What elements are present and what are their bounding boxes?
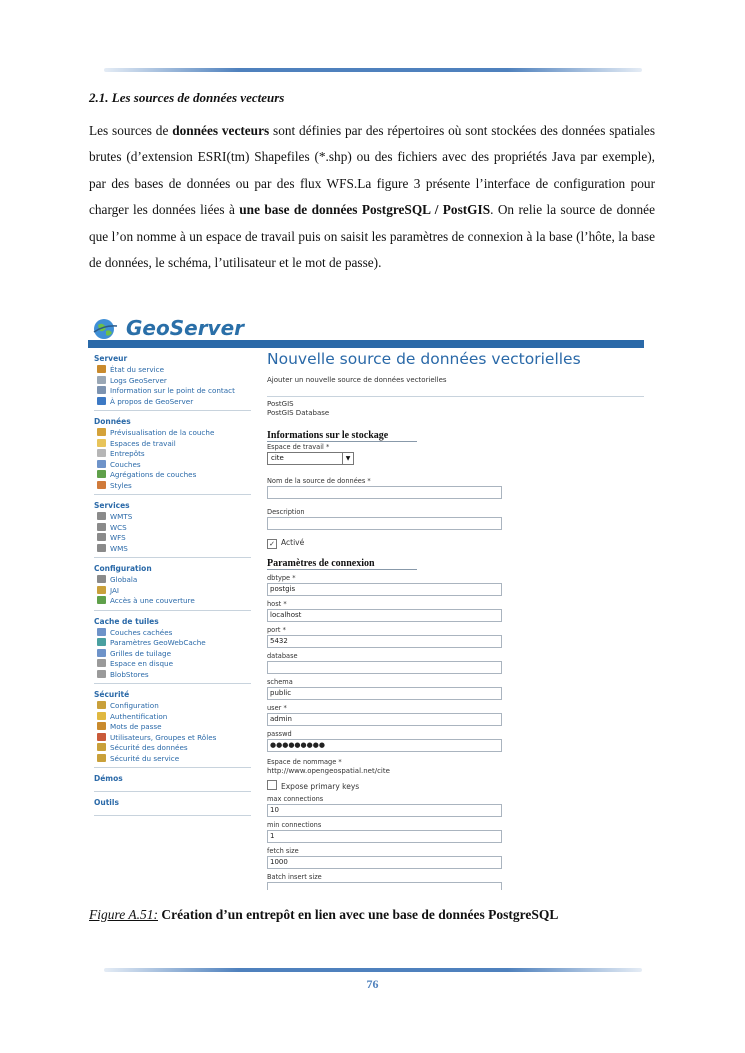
- sidebar-item[interactable]: [94, 397, 251, 408]
- enabled-label: Activé: [281, 538, 305, 547]
- storage-header: Informations sur le stockage: [267, 430, 417, 442]
- menu-item-icon: [97, 439, 106, 447]
- sidebar-item[interactable]: [94, 523, 251, 534]
- paragraph-run: Les sources de: [89, 123, 173, 138]
- sidebar-section-title[interactable]: Démos: [94, 774, 123, 783]
- sidebar-item[interactable]: [94, 470, 251, 481]
- field-input[interactable]: 5432: [267, 635, 502, 648]
- field-input[interactable]: 1: [267, 830, 502, 843]
- description-label: Description: [267, 508, 305, 516]
- sidebar-item-label: Accès à une couverture: [110, 596, 195, 605]
- figure-caption: [89, 907, 558, 923]
- sidebar-item[interactable]: [94, 659, 251, 670]
- sidebar-section: [94, 411, 251, 495]
- pool-fields: [261, 795, 644, 890]
- sidebar-item-label: À propos de GeoServer: [110, 396, 194, 406]
- sidebar-item[interactable]: [94, 365, 251, 376]
- sidebar-item[interactable]: [94, 743, 251, 754]
- menu-item-icon: [97, 397, 106, 405]
- sidebar-item-label: BlobStores: [110, 669, 149, 679]
- sidebar-section-title[interactable]: Serveur: [94, 354, 128, 363]
- menu-item-icon: [97, 586, 106, 594]
- sidebar-item[interactable]: [94, 449, 251, 460]
- field-input[interactable]: 10: [267, 804, 502, 817]
- menu-item-icon: [97, 523, 106, 531]
- sidebar-section: [94, 684, 251, 768]
- menu-item-icon: [97, 512, 106, 520]
- menu-item-icon: [97, 743, 106, 751]
- field-input[interactable]: postgis: [267, 583, 502, 596]
- sidebar-item[interactable]: [94, 628, 251, 639]
- sidebar-item[interactable]: [94, 596, 251, 607]
- sidebar-item-label: WFS: [110, 533, 126, 542]
- field-label: port *: [267, 626, 286, 634]
- sidebar-item-label: Globala: [110, 575, 138, 584]
- description-input[interactable]: [267, 517, 502, 530]
- field-label: min connections: [267, 821, 322, 829]
- sidebar-section: [94, 768, 251, 792]
- store-type-desc: PostGIS Database: [267, 409, 330, 417]
- sidebar-item[interactable]: [94, 754, 251, 765]
- sidebar-item-label: Sécurité du service: [110, 753, 180, 763]
- sidebar-section-title[interactable]: Configuration: [94, 564, 152, 573]
- connection-fields: [261, 574, 644, 752]
- sidebar-section-title[interactable]: Données: [94, 417, 131, 426]
- sidebar-item-label: Grilles de tuilage: [110, 648, 171, 658]
- sidebar-section: [94, 611, 251, 685]
- workspace-select[interactable]: [267, 452, 354, 465]
- sidebar-section-title[interactable]: Services: [94, 501, 130, 510]
- field-input[interactable]: [267, 661, 502, 674]
- paragraph-run: une base de données PostgreSQL / PostGIS: [239, 202, 491, 218]
- sidebar-section-title[interactable]: Sécurité: [94, 690, 130, 699]
- field-label: host *: [267, 600, 287, 608]
- store-type: PostGIS: [267, 400, 294, 408]
- checkbox-checked-icon[interactable]: ✓: [267, 539, 277, 549]
- sidebar-item-label: Authentification: [110, 711, 168, 721]
- sidebar-item-label: Logs GeoServer: [110, 375, 167, 385]
- page-number: 76: [366, 977, 379, 991]
- sidebar-item-label: WCS: [110, 522, 127, 532]
- body-paragraph: [89, 118, 655, 276]
- field-label: fetch size: [267, 847, 299, 855]
- sidebar-item[interactable]: [94, 386, 251, 397]
- menu-item-icon: [97, 449, 106, 457]
- menu-item-icon: [97, 628, 106, 636]
- sidebar-item-label: Espace en disque: [110, 659, 174, 668]
- menu-item-icon: [97, 376, 106, 384]
- namespace-label: Espace de nommage *: [267, 758, 342, 766]
- caption-label: Figure A.51:: [89, 907, 158, 922]
- sidebar-item-label: Information sur le point de contact: [110, 386, 235, 395]
- menu-item-icon: [97, 544, 106, 552]
- geoserver-screenshot: [88, 314, 644, 890]
- name-input[interactable]: [267, 486, 502, 499]
- section-heading: 2.1. Les sources de données vecteurs: [89, 90, 285, 105]
- sidebar-item-label: Mots de passe: [110, 722, 162, 731]
- menu-item-icon: [97, 481, 106, 489]
- menu-item-icon: [97, 638, 106, 646]
- sidebar-item-label: JAI: [110, 585, 120, 595]
- expose-pk-checkbox[interactable]: [267, 780, 644, 791]
- sidebar-section: [94, 348, 251, 411]
- sidebar-item[interactable]: [94, 670, 251, 681]
- sidebar-item[interactable]: [94, 649, 251, 660]
- page-title: Nouvelle source de données vectorielles: [267, 350, 581, 368]
- logo-text: GeoServer: [126, 316, 245, 340]
- sidebar-item-label: Agrégations de couches: [110, 470, 197, 479]
- sidebar-section: [94, 792, 251, 816]
- sidebar-section: [94, 495, 251, 558]
- globe-icon: [92, 317, 118, 341]
- menu-item-icon: [97, 575, 106, 583]
- sidebar-item[interactable]: [94, 376, 251, 387]
- sidebar-item-label: WMTS: [110, 512, 133, 521]
- field-input[interactable]: ●●●●●●●●●: [267, 739, 502, 752]
- name-label: Nom de la source de données *: [267, 477, 371, 485]
- sidebar-item-label: État du service: [110, 365, 165, 374]
- menu-item-icon: [97, 701, 106, 709]
- expose-pk-label: Expose primary keys: [281, 782, 360, 791]
- sidebar-item-label: WMS: [110, 543, 128, 553]
- field-label: passwd: [267, 730, 292, 738]
- sidebar-item-label: Espaces de travail: [110, 438, 176, 448]
- sidebar-item-label: Sécurité des données: [110, 743, 188, 752]
- field-label: schema: [267, 678, 293, 686]
- enabled-checkbox[interactable]: [267, 538, 644, 549]
- workspace-label: Espace de travail *: [267, 443, 330, 451]
- field-input[interactable]: localhost: [267, 609, 502, 622]
- menu-item-icon: [97, 733, 106, 741]
- namespace-value: http://www.opengeospatial.net/cite: [267, 767, 390, 775]
- sidebar-item-label: Styles: [110, 480, 132, 490]
- sidebar-item-label: Configuration: [110, 701, 159, 710]
- menu-item-icon: [97, 533, 106, 541]
- sidebar-section-title[interactable]: Cache de tuiles: [94, 616, 159, 626]
- sidebar-item-label: Utilisateurs, Groupes et Rôles: [110, 732, 217, 742]
- caption-text: Création d’un entrepôt en lien avec une base de données PostgreSQL: [158, 907, 559, 922]
- sidebar-item-label: Entrepôts: [110, 449, 145, 458]
- sidebar-section-title[interactable]: Outils: [94, 798, 119, 807]
- menu-item-icon: [97, 470, 106, 478]
- menu-item-icon: [97, 365, 106, 373]
- sidebar-item[interactable]: [94, 533, 251, 544]
- sidebar-item[interactable]: [94, 439, 251, 450]
- sidebar-item-label: Couches cachées: [110, 627, 173, 637]
- paragraph-run: sont définies par des répertoires où sont stockées des données spatiales brutes (d’extension ESRI(tm) Shapefiles (*.shp) ou des fichiers avec des propriétés Java par exemple), par des bases de données ou par des flux WFS.La figure 3 présente l’interface de configuration pour charger les données liées à: [89, 123, 656, 218]
- sidebar-item[interactable]: [94, 460, 251, 471]
- field-input[interactable]: 1000: [267, 856, 502, 869]
- sidebar-item-label: Prévisualisation de la couche: [110, 428, 215, 437]
- sidebar-item[interactable]: [94, 586, 251, 597]
- field-label: max connections: [267, 795, 324, 803]
- header-rule: [104, 68, 642, 72]
- field-label: user *: [267, 704, 287, 712]
- menu-item-icon: [97, 659, 106, 667]
- chevron-down-icon[interactable]: ▼: [342, 453, 353, 464]
- top-bar: [88, 340, 644, 348]
- page-subtitle: Ajouter un nouvelle source de données vectorielles: [267, 376, 447, 384]
- menu-item-icon: [97, 386, 106, 394]
- menu-item-icon: [97, 754, 106, 762]
- divider: [267, 396, 644, 397]
- sidebar-item[interactable]: [94, 575, 251, 586]
- paragraph-run: données vecteurs: [172, 123, 270, 138]
- workspace-value: cite: [271, 454, 284, 462]
- checkbox-icon[interactable]: [267, 780, 277, 790]
- sidebar-section: [94, 558, 251, 611]
- field-input[interactable]: admin: [267, 713, 502, 726]
- main-panel: [261, 348, 644, 890]
- sidebar-item[interactable]: [94, 712, 251, 723]
- field-input[interactable]: [267, 882, 502, 890]
- field-label: Batch insert size: [267, 873, 322, 881]
- field-label: dbtype *: [267, 574, 296, 582]
- sidebar-item[interactable]: [94, 481, 251, 492]
- sidebar-item-label: Paramètres GeoWebCache: [110, 638, 206, 647]
- field-label: database: [267, 652, 298, 660]
- sidebar-item[interactable]: [94, 701, 251, 712]
- paragraph-run: . On relie la source de donnée que l’on nomme à un espace de travail puis on saisit les paramètres de connexion à la base (l’hôte, la base de données, le schéma, l’utilisateur et le mot de passe).: [89, 202, 655, 271]
- sidebar-item-label: Couches: [110, 459, 141, 469]
- footer-rule: [104, 968, 642, 972]
- sidebar-item[interactable]: [94, 544, 251, 555]
- sidebar-item[interactable]: [94, 722, 251, 733]
- sidebar: [94, 348, 251, 890]
- menu-item-icon: [97, 428, 106, 436]
- menu-item-icon: [97, 649, 106, 657]
- menu-item-icon: [97, 670, 106, 678]
- menu-item-icon: [97, 722, 106, 730]
- field-input[interactable]: public: [267, 687, 502, 700]
- sidebar-item[interactable]: [94, 428, 251, 439]
- sidebar-item[interactable]: [94, 638, 251, 649]
- sidebar-item[interactable]: [94, 512, 251, 523]
- menu-item-icon: [97, 460, 106, 468]
- menu-item-icon: [97, 712, 106, 720]
- sidebar-item[interactable]: [94, 733, 251, 744]
- menu-item-icon: [97, 596, 106, 604]
- connection-header: Paramètres de connexion: [267, 558, 417, 570]
